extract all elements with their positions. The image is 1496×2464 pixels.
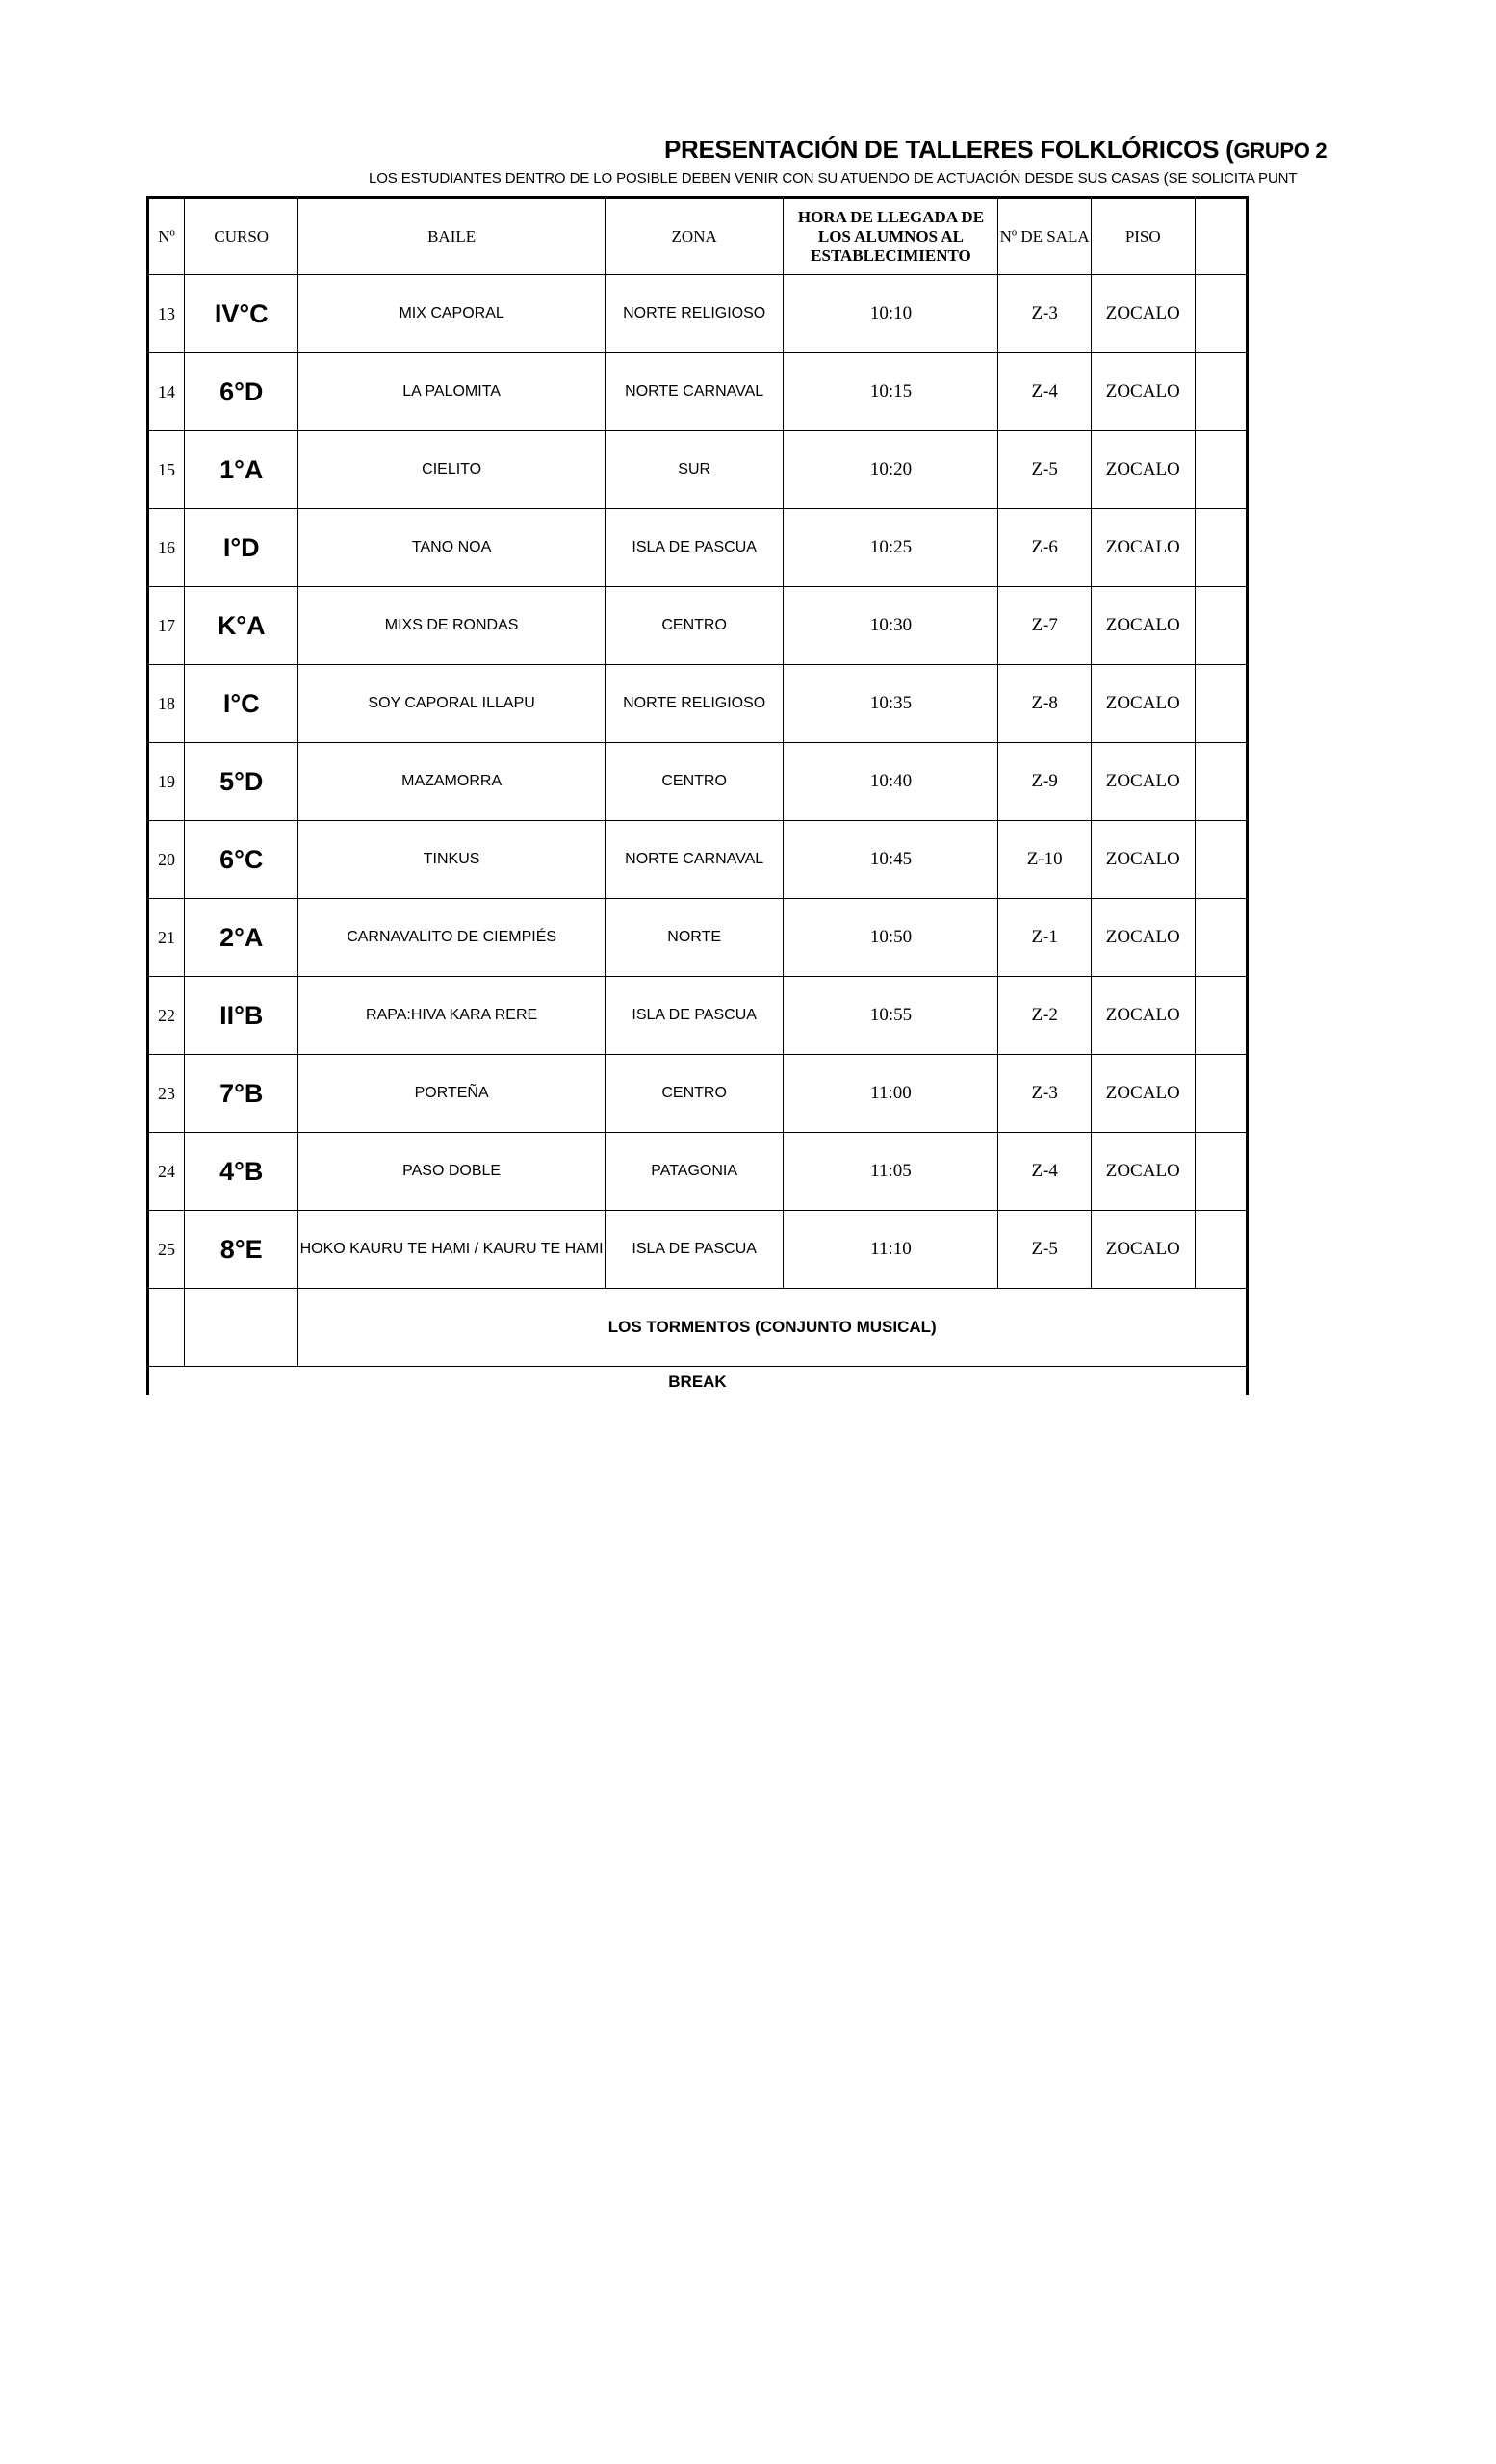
cell-baile: CARNAVALITO DE CIEMPIÉS xyxy=(298,899,605,977)
music-row-curso xyxy=(185,1289,298,1367)
title-main: PRESENTACIÓN DE TALLERES FOLKLÓRICOS ( xyxy=(664,135,1234,164)
cell-curso: II°B xyxy=(185,977,298,1055)
cell-cut-off xyxy=(1195,431,1247,509)
table-row xyxy=(148,1055,1248,1133)
cell-piso: ZOCALO xyxy=(1091,275,1195,353)
cell-curso: 4°B xyxy=(185,1133,298,1211)
cell-n: 13 xyxy=(148,275,185,353)
cell-baile: TINKUS xyxy=(298,821,605,899)
cell-zona: NORTE CARNAVAL xyxy=(605,353,784,431)
cell-cut-off xyxy=(1195,275,1247,353)
header-n: Nº xyxy=(148,198,185,275)
cell-zona: ISLA DE PASCUA xyxy=(605,977,784,1055)
cell-baile: MIXS DE RONDAS xyxy=(298,587,605,665)
cell-baile: MAZAMORRA xyxy=(298,743,605,821)
cell-piso: ZOCALO xyxy=(1091,353,1195,431)
header-piso: PISO xyxy=(1091,198,1195,275)
cell-hora: 10:30 xyxy=(784,587,998,665)
cell-hora: 10:20 xyxy=(784,431,998,509)
cell-zona: ISLA DE PASCUA xyxy=(605,509,784,587)
cell-zona: NORTE xyxy=(605,899,784,977)
cell-zona: CENTRO xyxy=(605,587,784,665)
cell-baile: LA PALOMITA xyxy=(298,353,605,431)
cell-cut-off xyxy=(1195,899,1247,977)
cell-cut-off xyxy=(1195,743,1247,821)
cell-n: 15 xyxy=(148,431,185,509)
table-row xyxy=(148,275,1248,353)
cell-n: 18 xyxy=(148,665,185,743)
cell-zona: SUR xyxy=(605,431,784,509)
cell-sala: Z-4 xyxy=(998,1133,1091,1211)
table-row xyxy=(148,743,1248,821)
cell-hora: 10:10 xyxy=(784,275,998,353)
cell-curso: I°D xyxy=(185,509,298,587)
cell-n: 22 xyxy=(148,977,185,1055)
cell-hora: 10:15 xyxy=(784,353,998,431)
header-cut-off xyxy=(1195,198,1247,275)
cell-n: 19 xyxy=(148,743,185,821)
table-row xyxy=(148,509,1248,587)
cell-sala: Z-9 xyxy=(998,743,1091,821)
schedule-table-viewport xyxy=(146,196,1249,1395)
cell-zona: CENTRO xyxy=(605,1055,784,1133)
cell-zona: ISLA DE PASCUA xyxy=(605,1211,784,1289)
cell-zona: NORTE RELIGIOSO xyxy=(605,275,784,353)
header-row xyxy=(148,198,1248,275)
cell-piso: ZOCALO xyxy=(1091,509,1195,587)
page-title xyxy=(664,135,1327,165)
cell-cut-off xyxy=(1195,1133,1247,1211)
cell-sala: Z-3 xyxy=(998,275,1091,353)
cell-curso: IV°C xyxy=(185,275,298,353)
cell-sala: Z-6 xyxy=(998,509,1091,587)
cell-cut-off xyxy=(1195,977,1247,1055)
cell-curso: 8°E xyxy=(185,1211,298,1289)
music-row-label: LOS TORMENTOS (CONJUNTO MUSICAL) xyxy=(298,1289,1248,1367)
cell-hora: 10:45 xyxy=(784,821,998,899)
cell-hora: 10:50 xyxy=(784,899,998,977)
cell-baile: CIELITO xyxy=(298,431,605,509)
cell-piso: ZOCALO xyxy=(1091,1055,1195,1133)
header-sala: Nº DE SALA xyxy=(998,198,1091,275)
cell-cut-off xyxy=(1195,509,1247,587)
break-row-label: BREAK xyxy=(148,1367,1248,1396)
cell-sala: Z-5 xyxy=(998,1211,1091,1289)
cell-sala: Z-7 xyxy=(998,587,1091,665)
cell-n: 25 xyxy=(148,1211,185,1289)
cell-n: 24 xyxy=(148,1133,185,1211)
break-row xyxy=(148,1367,1248,1396)
cell-zona: CENTRO xyxy=(605,743,784,821)
table-row xyxy=(148,665,1248,743)
cell-hora: 10:40 xyxy=(784,743,998,821)
table-row xyxy=(148,977,1248,1055)
cell-piso: ZOCALO xyxy=(1091,743,1195,821)
cell-n: 23 xyxy=(148,1055,185,1133)
cell-curso: 5°D xyxy=(185,743,298,821)
cell-hora: 11:00 xyxy=(784,1055,998,1133)
cell-hora: 11:05 xyxy=(784,1133,998,1211)
cell-n: 16 xyxy=(148,509,185,587)
cell-piso: ZOCALO xyxy=(1091,1133,1195,1211)
cell-curso: I°C xyxy=(185,665,298,743)
cell-baile: PASO DOBLE xyxy=(298,1133,605,1211)
cell-hora: 10:35 xyxy=(784,665,998,743)
table-row xyxy=(148,1211,1248,1289)
cell-hora: 11:10 xyxy=(784,1211,998,1289)
cell-sala: Z-5 xyxy=(998,431,1091,509)
cell-cut-off xyxy=(1195,665,1247,743)
cell-piso: ZOCALO xyxy=(1091,899,1195,977)
cell-curso: 2°A xyxy=(185,899,298,977)
table-row xyxy=(148,587,1248,665)
cell-piso: ZOCALO xyxy=(1091,665,1195,743)
cell-baile: HOKO KAURU TE HAMI / KAURU TE HAMI xyxy=(298,1211,605,1289)
cell-piso: ZOCALO xyxy=(1091,821,1195,899)
cell-sala: Z-4 xyxy=(998,353,1091,431)
header-curso: CURSO xyxy=(185,198,298,275)
table-row xyxy=(148,821,1248,899)
title-group: GRUPO 2 xyxy=(1233,139,1328,163)
cell-sala: Z-2 xyxy=(998,977,1091,1055)
cell-sala: Z-8 xyxy=(998,665,1091,743)
cell-n: 17 xyxy=(148,587,185,665)
cell-n: 14 xyxy=(148,353,185,431)
cell-piso: ZOCALO xyxy=(1091,431,1195,509)
cell-baile: MIX CAPORAL xyxy=(298,275,605,353)
music-row xyxy=(148,1289,1248,1367)
page-subtitle: LOS ESTUDIANTES DENTRO DE LO POSIBLE DEBEN VENIR CON SU ATUENDO DE ACTUACIÓN DESDE SUS CASAS (SE SOLICITA PUNT xyxy=(369,170,1298,187)
cell-baile: RAPA:HIVA KARA RERE xyxy=(298,977,605,1055)
cell-cut-off xyxy=(1195,1211,1247,1289)
cell-zona: PATAGONIA xyxy=(605,1133,784,1211)
cell-curso: 1°A xyxy=(185,431,298,509)
cell-zona: NORTE CARNAVAL xyxy=(605,821,784,899)
cell-piso: ZOCALO xyxy=(1091,1211,1195,1289)
cell-curso: K°A xyxy=(185,587,298,665)
table-row xyxy=(148,353,1248,431)
cell-piso: ZOCALO xyxy=(1091,977,1195,1055)
cell-piso: ZOCALO xyxy=(1091,587,1195,665)
cell-curso: 6°D xyxy=(185,353,298,431)
cell-baile: TANO NOA xyxy=(298,509,605,587)
header-baile: BAILE xyxy=(298,198,605,275)
cell-cut-off xyxy=(1195,587,1247,665)
cell-baile: SOY CAPORAL ILLAPU xyxy=(298,665,605,743)
cell-cut-off xyxy=(1195,821,1247,899)
table-body xyxy=(148,275,1248,1289)
cell-curso: 7°B xyxy=(185,1055,298,1133)
table-row xyxy=(148,431,1248,509)
cell-curso: 6°C xyxy=(185,821,298,899)
music-row-n xyxy=(148,1289,185,1367)
cell-sala: Z-10 xyxy=(998,821,1091,899)
cell-n: 21 xyxy=(148,899,185,977)
cell-sala: Z-1 xyxy=(998,899,1091,977)
cell-zona: NORTE RELIGIOSO xyxy=(605,665,784,743)
cell-n: 20 xyxy=(148,821,185,899)
header-hora: HORA DE LLEGADA DE LOS ALUMNOS AL ESTABLECIMIENTO xyxy=(784,198,998,275)
table-row xyxy=(148,1133,1248,1211)
cell-cut-off xyxy=(1195,1055,1247,1133)
cell-cut-off xyxy=(1195,353,1247,431)
cell-baile: PORTEÑA xyxy=(298,1055,605,1133)
cell-hora: 10:25 xyxy=(784,509,998,587)
schedule-table xyxy=(146,196,1249,1395)
cell-sala: Z-3 xyxy=(998,1055,1091,1133)
cell-hora: 10:55 xyxy=(784,977,998,1055)
table-row xyxy=(148,899,1248,977)
header-zona: ZONA xyxy=(605,198,784,275)
